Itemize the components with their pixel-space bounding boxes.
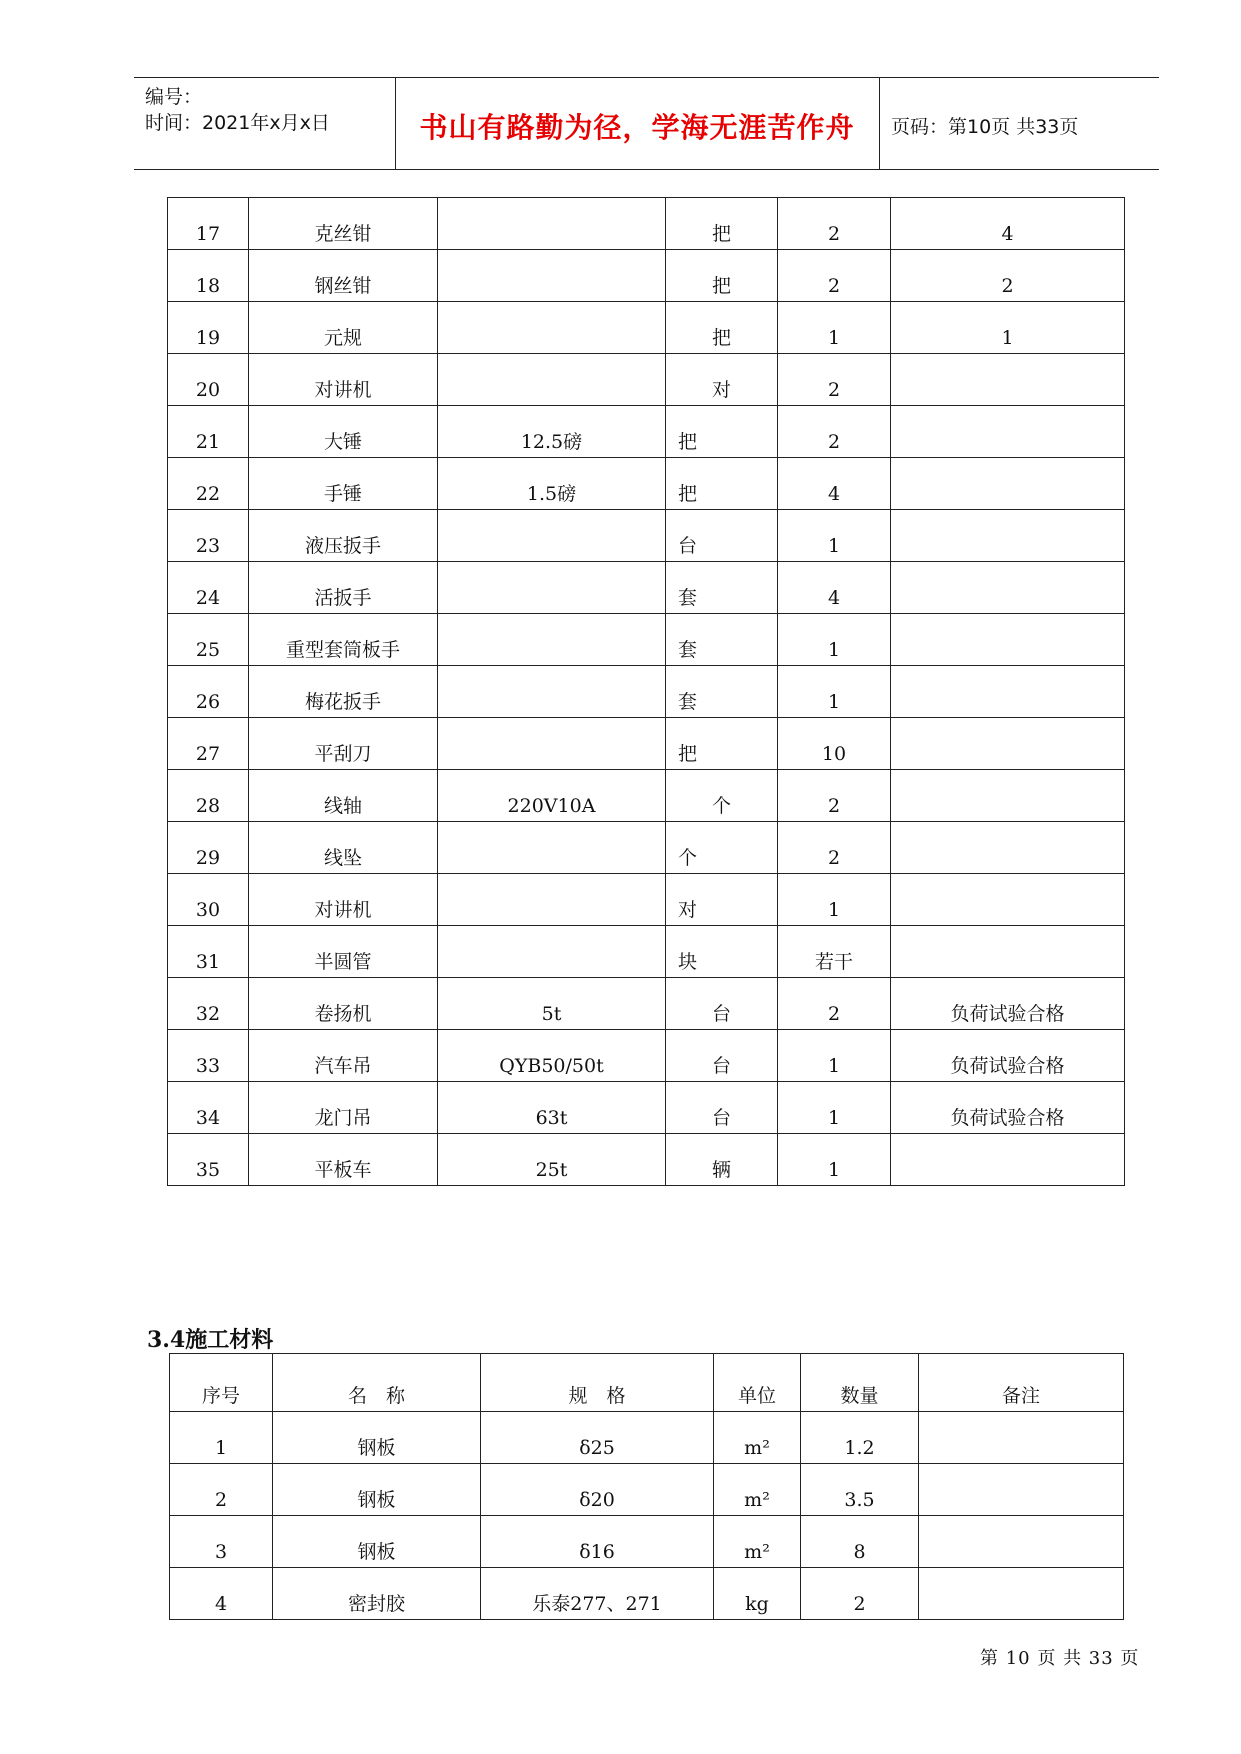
header-qty: 数量 (801, 1354, 919, 1412)
table-row (168, 978, 1125, 1030)
cell-spec: QYB50/50t (438, 1030, 666, 1082)
cell-spec (438, 302, 666, 354)
cell-qty: 2 (778, 978, 891, 1030)
cell-remark (891, 770, 1125, 822)
cell-unit: 个 (666, 822, 778, 874)
cell-qty: 1 (778, 1082, 891, 1134)
cell-qty: 若干 (778, 926, 891, 978)
cell-name: 元规 (249, 302, 438, 354)
cell-name: 线坠 (249, 822, 438, 874)
table-row (168, 1030, 1125, 1082)
table-row (170, 1568, 1124, 1620)
cell-unit: 块 (666, 926, 778, 978)
cell-qty: 2 (778, 770, 891, 822)
table-row (168, 510, 1125, 562)
tools-table-body (168, 198, 1125, 1186)
table-row (168, 302, 1125, 354)
cell-remark (919, 1412, 1124, 1464)
cell-spec (438, 614, 666, 666)
tools-table (167, 197, 1125, 1186)
cell-remark (891, 926, 1125, 978)
cell-remark (891, 666, 1125, 718)
materials-table (169, 1353, 1124, 1620)
table-row (170, 1516, 1124, 1568)
cell-no: 4 (170, 1568, 273, 1620)
cell-no: 28 (168, 770, 249, 822)
cell-no: 26 (168, 666, 249, 718)
cell-no: 18 (168, 250, 249, 302)
cell-qty: 1 (778, 614, 891, 666)
cell-spec (438, 354, 666, 406)
cell-name: 半圆管 (249, 926, 438, 978)
cell-name: 克丝钳 (249, 198, 438, 250)
cell-remark (919, 1568, 1124, 1620)
cell-spec (438, 718, 666, 770)
cell-unit: 把 (666, 458, 778, 510)
cell-name: 液压扳手 (249, 510, 438, 562)
cell-spec: δ16 (481, 1516, 714, 1568)
cell-spec (438, 666, 666, 718)
cell-spec (438, 822, 666, 874)
table-row (168, 926, 1125, 978)
cell-spec: 1.5磅 (438, 458, 666, 510)
cell-qty: 2 (778, 354, 891, 406)
cell-remark: 负荷试验合格 (891, 1030, 1125, 1082)
cell-no: 33 (168, 1030, 249, 1082)
cell-qty: 10 (778, 718, 891, 770)
section-title: 3.4施工材料 (147, 1327, 274, 1353)
cell-qty: 2 (778, 250, 891, 302)
cell-name: 龙门吊 (249, 1082, 438, 1134)
cell-no: 19 (168, 302, 249, 354)
cell-remark (891, 458, 1125, 510)
cell-remark (891, 510, 1125, 562)
header-top-rule (134, 77, 1159, 78)
cell-unit: 台 (666, 978, 778, 1030)
cell-unit: 对 (666, 874, 778, 926)
cell-unit: 辆 (666, 1134, 778, 1186)
cell-remark (891, 1134, 1125, 1186)
cell-spec: 12.5磅 (438, 406, 666, 458)
cell-no: 22 (168, 458, 249, 510)
cell-name: 线轴 (249, 770, 438, 822)
cell-name: 梅花扳手 (249, 666, 438, 718)
cell-remark: 2 (891, 250, 1125, 302)
cell-spec (438, 250, 666, 302)
cell-name: 手锤 (249, 458, 438, 510)
cell-remark (891, 562, 1125, 614)
cell-remark (891, 614, 1125, 666)
cell-unit: 套 (666, 666, 778, 718)
cell-name: 对讲机 (249, 874, 438, 926)
cell-spec (438, 562, 666, 614)
cell-qty: 1 (778, 1030, 891, 1082)
table-row (168, 770, 1125, 822)
materials-header-row (170, 1354, 1124, 1412)
table-row (168, 1082, 1125, 1134)
cell-name: 平板车 (249, 1134, 438, 1186)
cell-remark (919, 1516, 1124, 1568)
cell-no: 29 (168, 822, 249, 874)
cell-spec: 220V10A (438, 770, 666, 822)
cell-qty: 2 (778, 198, 891, 250)
cell-no: 20 (168, 354, 249, 406)
cell-unit: m² (714, 1412, 801, 1464)
cell-qty: 2 (801, 1568, 919, 1620)
cell-unit: kg (714, 1568, 801, 1620)
header-unit: 单位 (714, 1354, 801, 1412)
table-row (168, 198, 1125, 250)
materials-table-body (170, 1412, 1124, 1620)
cell-qty: 2 (778, 822, 891, 874)
cell-no: 25 (168, 614, 249, 666)
cell-name: 钢丝钳 (249, 250, 438, 302)
header-page-label: 页码：第10页 共33页 (891, 116, 1079, 138)
header-name: 名 称 (273, 1354, 481, 1412)
cell-spec (438, 198, 666, 250)
cell-remark: 负荷试验合格 (891, 978, 1125, 1030)
header-spec: 规 格 (481, 1354, 714, 1412)
cell-unit: 台 (666, 1030, 778, 1082)
cell-no: 34 (168, 1082, 249, 1134)
cell-qty: 4 (778, 562, 891, 614)
cell-unit: 个 (666, 770, 778, 822)
table-row (168, 406, 1125, 458)
cell-name: 卷扬机 (249, 978, 438, 1030)
doc-number-label: 编号： (145, 86, 203, 108)
cell-qty: 1 (778, 302, 891, 354)
cell-unit: m² (714, 1464, 801, 1516)
cell-remark: 4 (891, 198, 1125, 250)
cell-name: 密封胶 (273, 1568, 481, 1620)
table-row (168, 874, 1125, 926)
cell-qty: 2 (778, 406, 891, 458)
cell-qty: 1 (778, 666, 891, 718)
header-motto: 书山有路勤为径，学海无涯苦作舟 (419, 111, 855, 144)
table-row (168, 458, 1125, 510)
cell-qty: 1 (778, 874, 891, 926)
cell-no: 3 (170, 1516, 273, 1568)
cell-name: 钢板 (273, 1412, 481, 1464)
cell-unit: 台 (666, 1082, 778, 1134)
cell-unit: m² (714, 1516, 801, 1568)
page-footer: 第 10 页 共 33 页 (980, 1648, 1140, 1669)
cell-qty: 8 (801, 1516, 919, 1568)
cell-remark: 负荷试验合格 (891, 1082, 1125, 1134)
cell-no: 32 (168, 978, 249, 1030)
table-row (168, 354, 1125, 406)
table-row (168, 666, 1125, 718)
cell-name: 汽车吊 (249, 1030, 438, 1082)
cell-unit: 把 (666, 250, 778, 302)
table-row (170, 1412, 1124, 1464)
table-row (170, 1464, 1124, 1516)
cell-unit: 台 (666, 510, 778, 562)
cell-no: 21 (168, 406, 249, 458)
cell-no: 17 (168, 198, 249, 250)
cell-spec: δ20 (481, 1464, 714, 1516)
cell-qty: 3.5 (801, 1464, 919, 1516)
header-remark: 备注 (919, 1354, 1124, 1412)
cell-no: 2 (170, 1464, 273, 1516)
cell-unit: 把 (666, 406, 778, 458)
cell-name: 对讲机 (249, 354, 438, 406)
doc-time-label: 时间：2021年x月x日 (145, 112, 330, 134)
cell-spec (438, 926, 666, 978)
cell-unit: 把 (666, 718, 778, 770)
cell-remark (891, 874, 1125, 926)
cell-remark (891, 718, 1125, 770)
cell-name: 钢板 (273, 1464, 481, 1516)
cell-name: 大锤 (249, 406, 438, 458)
cell-spec: 25t (438, 1134, 666, 1186)
cell-qty: 1 (778, 510, 891, 562)
cell-remark (891, 406, 1125, 458)
table-row (168, 562, 1125, 614)
cell-name: 平刮刀 (249, 718, 438, 770)
cell-spec: 5t (438, 978, 666, 1030)
cell-spec: δ25 (481, 1412, 714, 1464)
cell-unit: 套 (666, 614, 778, 666)
cell-no: 30 (168, 874, 249, 926)
cell-unit: 把 (666, 198, 778, 250)
table-row (168, 250, 1125, 302)
cell-no: 23 (168, 510, 249, 562)
cell-spec: 63t (438, 1082, 666, 1134)
cell-no: 35 (168, 1134, 249, 1186)
cell-no: 31 (168, 926, 249, 978)
header-no: 序号 (170, 1354, 273, 1412)
cell-remark (891, 822, 1125, 874)
table-row (168, 1134, 1125, 1186)
cell-name: 重型套筒板手 (249, 614, 438, 666)
cell-name: 活扳手 (249, 562, 438, 614)
table-row (168, 718, 1125, 770)
cell-no: 24 (168, 562, 249, 614)
cell-unit: 把 (666, 302, 778, 354)
cell-spec: 乐泰277、271 (481, 1568, 714, 1620)
cell-spec (438, 874, 666, 926)
cell-qty: 1.2 (801, 1412, 919, 1464)
cell-remark (891, 354, 1125, 406)
table-row (168, 614, 1125, 666)
cell-no: 1 (170, 1412, 273, 1464)
cell-remark: 1 (891, 302, 1125, 354)
table-row (168, 822, 1125, 874)
header-bottom-rule (134, 169, 1159, 170)
header-divider (879, 77, 880, 169)
cell-no: 27 (168, 718, 249, 770)
cell-remark (919, 1464, 1124, 1516)
cell-qty: 4 (778, 458, 891, 510)
cell-unit: 套 (666, 562, 778, 614)
cell-qty: 1 (778, 1134, 891, 1186)
cell-name: 钢板 (273, 1516, 481, 1568)
cell-spec (438, 510, 666, 562)
cell-unit: 对 (666, 354, 778, 406)
